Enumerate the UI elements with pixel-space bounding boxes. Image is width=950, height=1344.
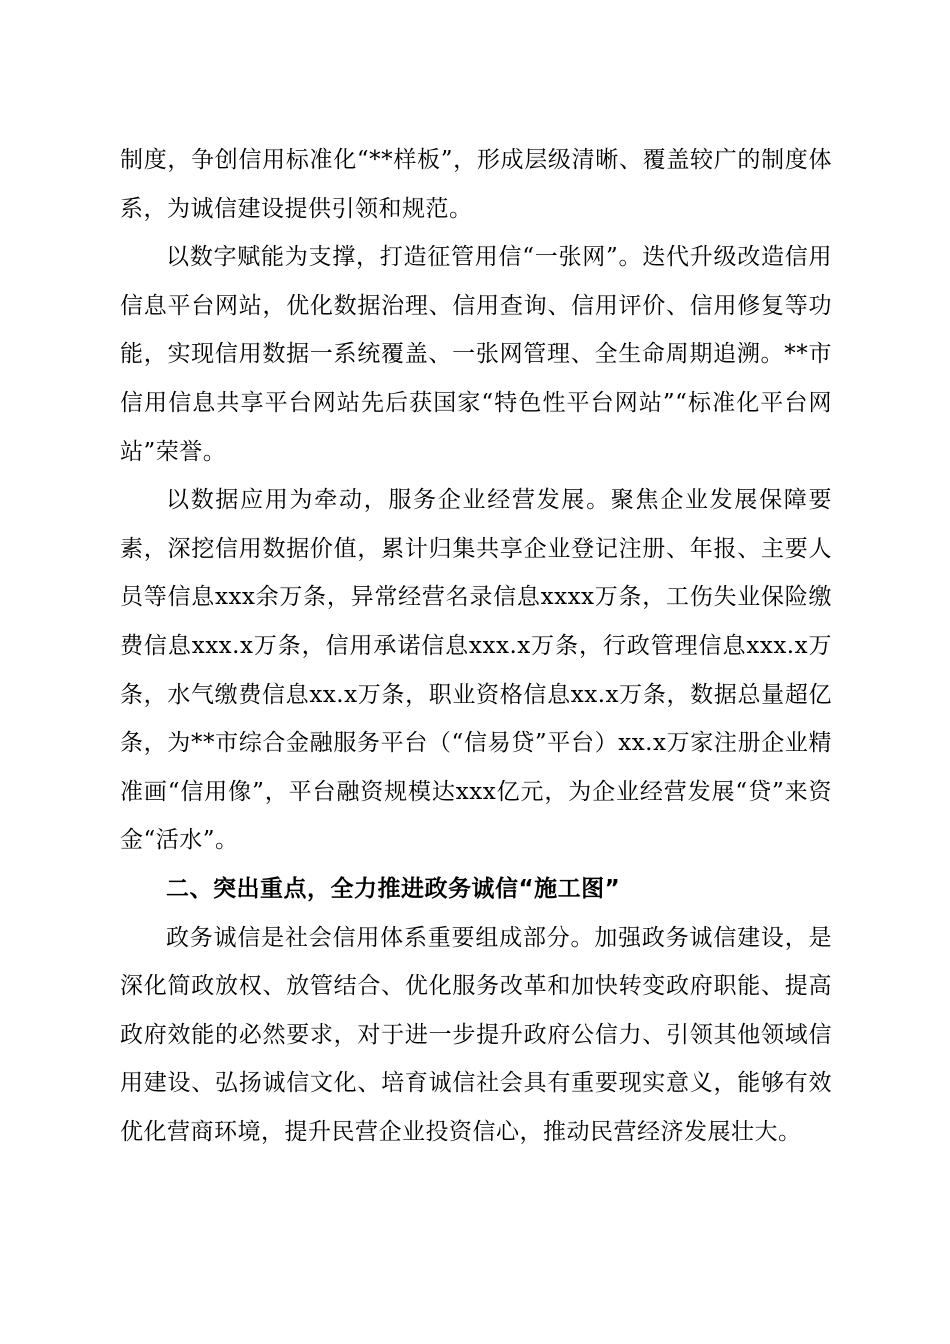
paragraph-government-integrity: 政务诚信是社会信用体系重要组成部分。加强政务诚信建设，是深化简政放权、放管结合、优化服务改革和加快转变政府职能、提高政府效能的必然要求，对于进一步提升政府公信力、引领其他领域信用建设、弘扬诚信文化、培育诚信社会具有重要现实意义，能够有效优化营商环境，提升民营企业投资信心，推动民营经济发展壮大。 (120, 924, 832, 1145)
paragraph-digital-empowerment: 以数字赋能为支撑，打造征管用信“一张网”。迭代升级改造信用信息平台网站，优化数据治理、信用查询、信用评价、信用修复等功能，实现信用数据一系统覆盖、一张网管理、全生命周期追溯。**市信用信息共享平台网站先后获国家“特色性平台网站”“标准化平台网站”荣誉。 (120, 244, 832, 465)
section-heading: 二、突出重点，全力推进政务诚信“施工图” (166, 875, 621, 902)
paragraph-continuation: 制度，争创信用标准化“**样板”，形成层级清晰、覆盖较广的制度体系，为诚信建设提供引领和规范。 (120, 147, 832, 222)
paragraph-data-application: 以数据应用为牵动，服务企业经营发展。聚焦企业发展保障要素，深挖信用数据价值，累计归集共享企业登记注册、年报、主要人员等信息xxx余万条，异常经营名录信息xxxx万条，工伤失业保险缴费信息xxx.x万条，信用承诺信息xxx.x万条，行政管理信息xxx.x万条，水气缴费信息xx.x万条，职业资格信息xx.x万条，数据总量超亿条，为**市综合金融服务平台（“信易贷”平台）xx.x万家注册企业精准画“信用像”，平台融资规模达xxx亿元，为企业经营发展“贷”来资金“活水”。 (120, 487, 832, 854)
document-body (120, 136, 832, 1156)
